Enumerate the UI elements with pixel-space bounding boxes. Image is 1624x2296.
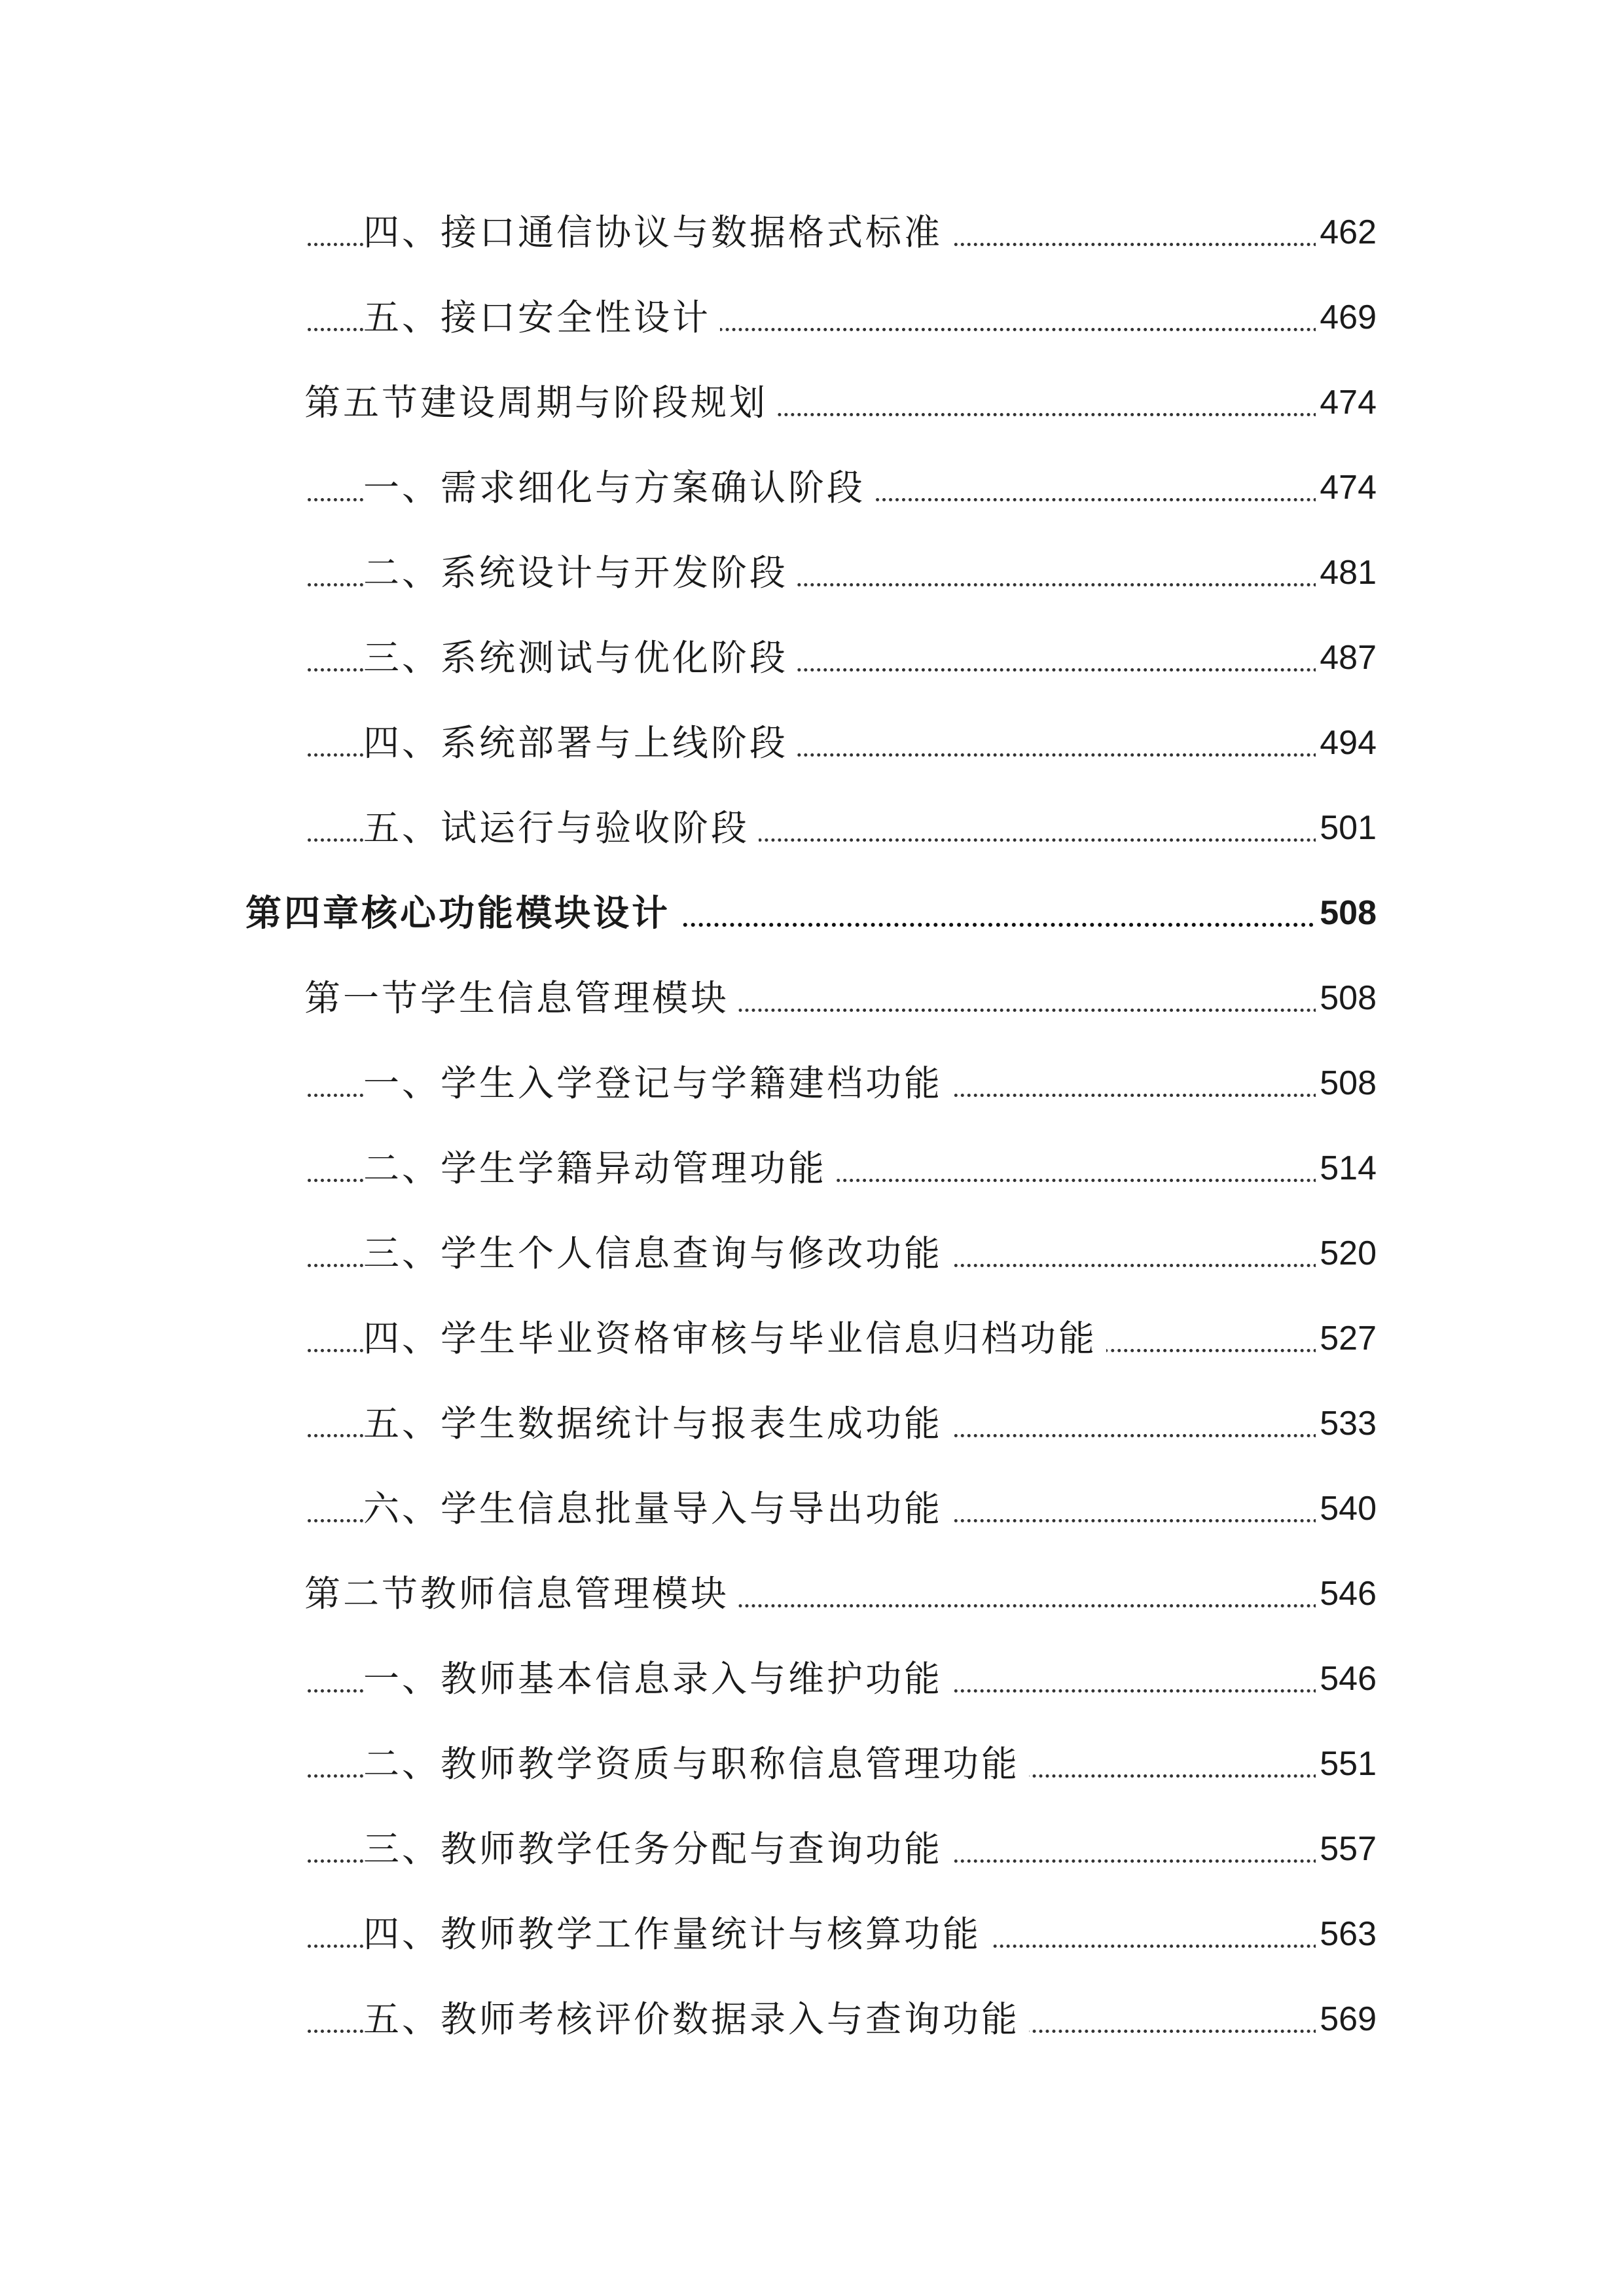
toc-entry[interactable]	[0, 1224, 1624, 1296]
toc-entry-title: 四、系统部署与上线阶段	[363, 720, 797, 766]
toc-entry[interactable]	[0, 884, 1624, 956]
toc-entry[interactable]	[0, 373, 1624, 445]
toc-entry-title: 三、系统测试与优化阶段	[363, 635, 797, 681]
toc-entry-page: 481	[1316, 550, 1377, 596]
toc-entry-page: 540	[1316, 1486, 1377, 1532]
toc-entry-page: 546	[1316, 1656, 1377, 1702]
toc-entry-page: 508	[1316, 1060, 1377, 1106]
toc-entry-title: 三、教师教学任务分配与查询功能	[363, 1826, 952, 1872]
toc-entry[interactable]	[0, 203, 1624, 275]
toc-entry-page: 527	[1316, 1316, 1377, 1361]
toc-entry-title: 二、系统设计与开发阶段	[363, 550, 797, 596]
toc-entry[interactable]	[0, 628, 1624, 700]
toc-entry-page: 520	[1316, 1230, 1377, 1276]
toc-entry-page: 474	[1316, 380, 1377, 425]
toc-entry[interactable]	[0, 1139, 1624, 1211]
toc-entry-title: 六、学生信息批量导入与导出功能	[363, 1486, 952, 1532]
toc-entry-page: 494	[1316, 720, 1377, 766]
toc-entry-page: 462	[1316, 209, 1377, 255]
toc-entry[interactable]	[0, 798, 1624, 870]
toc-entry-page: 474	[1316, 465, 1377, 511]
toc-entry-title: 一、教师基本信息录入与维护功能	[363, 1656, 952, 1702]
toc-entry-title: 第一节学生信息管理模块	[304, 975, 738, 1021]
toc-entry-page: 557	[1316, 1826, 1377, 1872]
toc-entry-title: 四、学生毕业资格审核与毕业信息归档功能	[363, 1316, 1106, 1361]
toc-entry-title: 四、接口通信协议与数据格式标准	[363, 209, 952, 255]
toc-entry[interactable]	[0, 1564, 1624, 1636]
toc-entry-title: 五、学生数据统计与报表生成功能	[363, 1401, 952, 1446]
toc-entry[interactable]	[0, 458, 1624, 530]
toc-entry-page: 563	[1316, 1911, 1377, 1957]
toc-entry-title: 三、学生个人信息查询与修改功能	[363, 1230, 952, 1276]
toc-entry[interactable]	[0, 1479, 1624, 1551]
toc-entry-page: 551	[1316, 1741, 1377, 1787]
toc-entry[interactable]	[0, 1649, 1624, 1721]
toc-entry-page: 501	[1316, 805, 1377, 851]
toc-entry-page: 546	[1316, 1571, 1377, 1617]
toc-entry[interactable]	[0, 1905, 1624, 1977]
toc-entry-title: 二、教师教学资质与职称信息管理功能	[363, 1741, 1029, 1787]
toc-entry[interactable]	[0, 713, 1624, 785]
toc-entry[interactable]	[0, 1054, 1624, 1126]
toc-entry-title: 第二节教师信息管理模块	[304, 1571, 738, 1617]
toc-entry[interactable]	[0, 288, 1624, 360]
toc-entry-page: 508	[1316, 975, 1377, 1021]
toc-entry[interactable]	[0, 1990, 1624, 2062]
toc-entry-title: 一、学生入学登记与学籍建档功能	[363, 1060, 952, 1106]
toc-entry[interactable]	[0, 1309, 1624, 1381]
toc-entry-title: 第四章核心功能模块设计	[245, 890, 679, 936]
toc-entry[interactable]	[0, 543, 1624, 615]
toc-entry[interactable]	[0, 1820, 1624, 1892]
toc-entry[interactable]	[0, 969, 1624, 1041]
toc-entry-page: 469	[1316, 295, 1377, 340]
toc-entry-page: 487	[1316, 635, 1377, 681]
toc-entry-title: 五、试运行与验收阶段	[363, 805, 759, 851]
toc-entry-title: 第五节建设周期与阶段规划	[304, 380, 777, 425]
toc-entry-page: 508	[1316, 890, 1377, 936]
toc-entry-title: 五、接口安全性设计	[363, 295, 720, 340]
toc-entry-title: 二、学生学籍异动管理功能	[363, 1145, 836, 1191]
toc-entry-title: 一、需求细化与方案确认阶段	[363, 465, 875, 511]
toc-entry[interactable]	[0, 1394, 1624, 1466]
toc-entry-page: 514	[1316, 1145, 1377, 1191]
toc-entry-page: 533	[1316, 1401, 1377, 1446]
toc-entry-title: 五、教师考核评价数据录入与查询功能	[363, 1996, 1029, 2042]
toc-entry-page: 569	[1316, 1996, 1377, 2042]
toc-entry[interactable]	[0, 1734, 1624, 1806]
toc-entry-title: 四、教师教学工作量统计与核算功能	[363, 1911, 990, 1957]
